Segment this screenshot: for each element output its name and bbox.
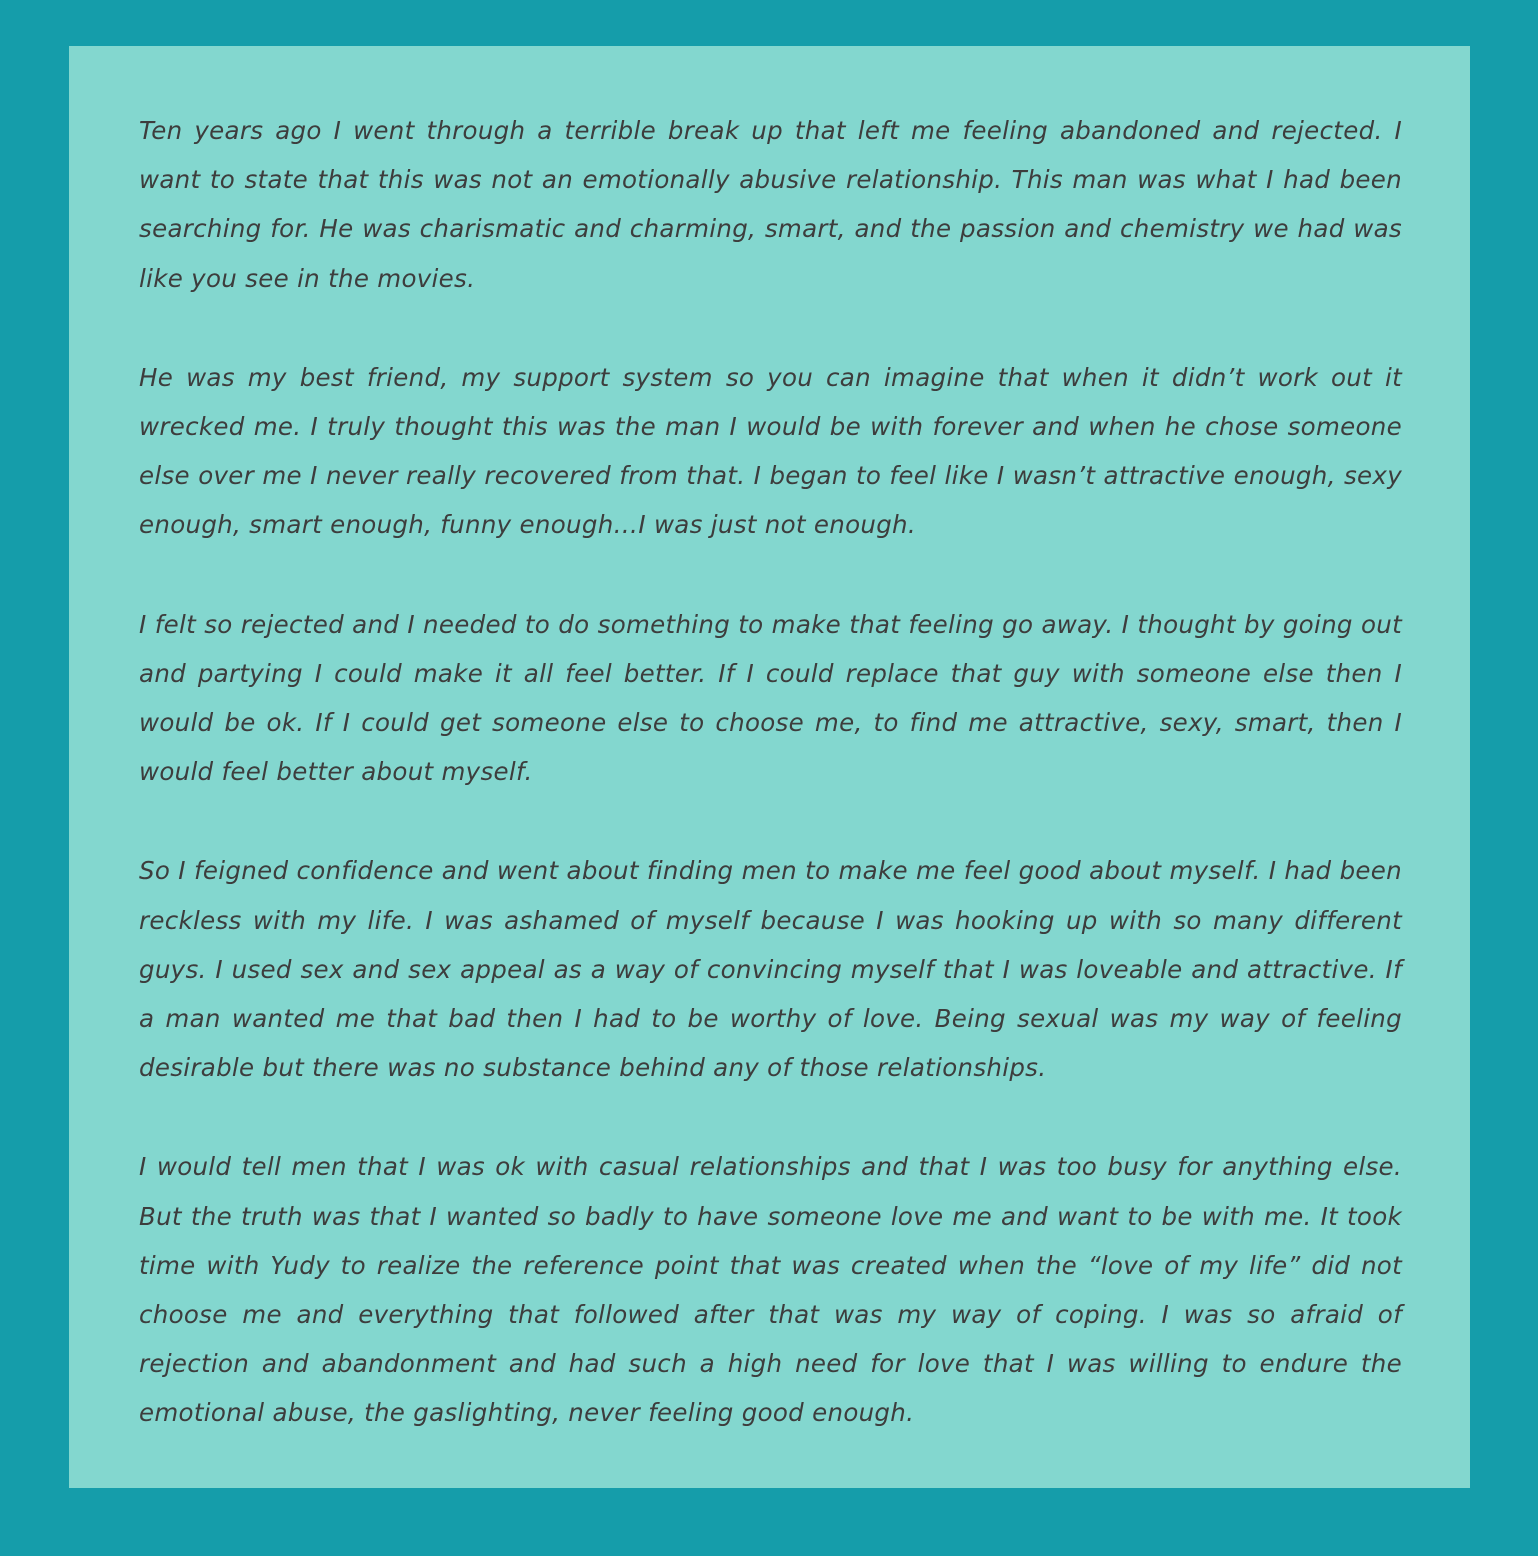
paragraph-4: So I feigned confidence and went about finding men to make me feel good about myself. I had been reckless with my life. I was ashamed of myself because I was hooking up with so many different guys. I used sex and sex appeal as a way of convincing myself that I was loveable and attractive. If a man wanted me that bad then I had to be worthy of love. Being sexual was my way of feeling desirable but there was no substance behind any of those relationships. [139,856,1402,1083]
paragraph-3: I felt so rejected and I needed to do something to make that feeling go away. I thought by going out and partying I could make it all feel better. If I could replace that guy with someone else then I would be ok. If I could get someone else to choose me, to find me attractive, sexy, smart, then I would feel better about myself. [139,609,1402,787]
text-card [69,46,1470,1488]
paragraph-2: He was my best friend, my support system so you can imagine that when it didn’t work out it wrecked me. I truly thought this was the man I would be with forever and when he chose someone else over me I never really recovered from that. I began to feel like I wasn’t attractive enough, sexy enough, smart enough, funny enough…I was just not enough. [139,362,1402,540]
paragraph-1: Ten years ago I went through a terrible break up that left me feeling abandoned and rejected. I want to state that this was not an emotionally abusive relationship. This man was what I had been searching for. He was charismatic and charming, smart, and the passion and chemistry we had was like you see in the movies. [139,116,1402,293]
paragraph-5: I would tell men that I was ok with casual relationships and that I was too busy for anything else. But the truth was that I wanted so badly to have someone love me and want to be with me. It took time with Yudy to realize the reference point that was created when the “love of my life” did not choose me and everything that followed after that was my way of coping. I was so afraid of rejection and abandonment and had such a high need for love that I was willing to endure the emotional abuse, the gaslighting, never feeling good enough. [139,1152,1402,1428]
